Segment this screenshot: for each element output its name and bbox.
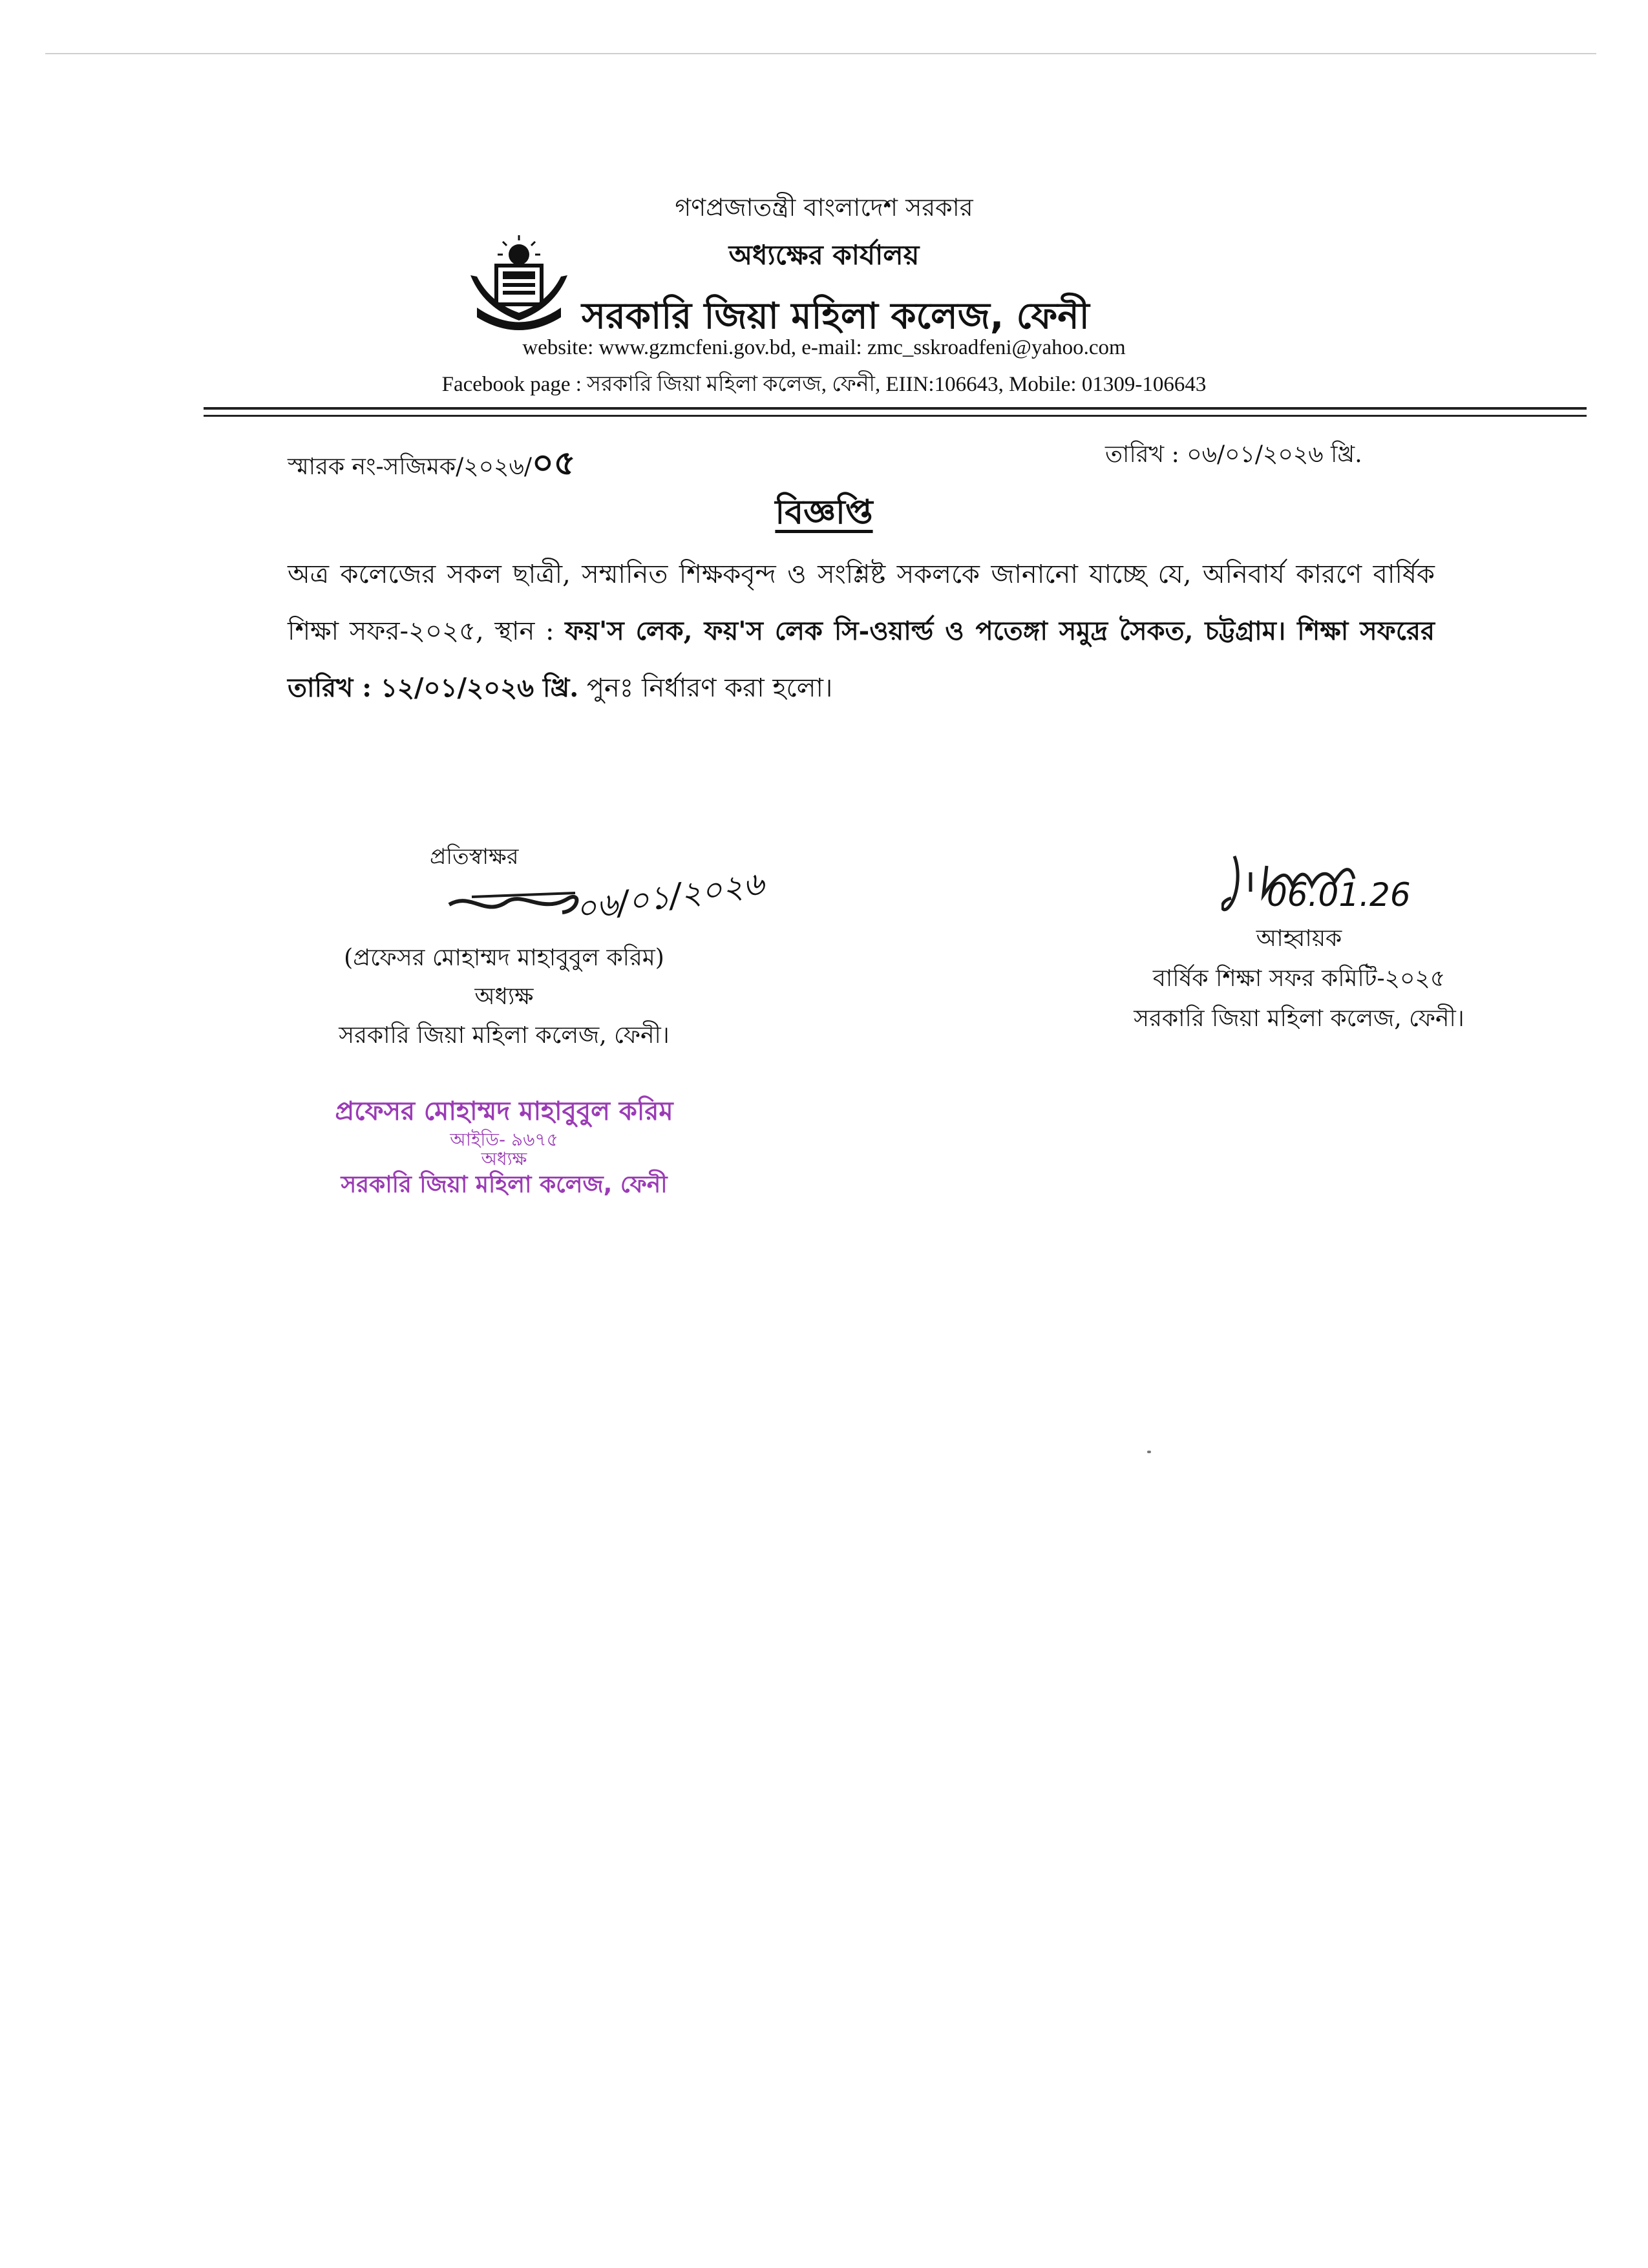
body-text-intro: অত্র কলেজের সকল ছাত্রী, সম্মানিত শিক্ষকবৃন্দ ও সংশ্লিষ্ট সকলকে জানানো যাচ্ছে যে, অনিবার্য কারণে বার্ষিক শিক্ষা সফর-২০২৫, স্থান : xyxy=(288,560,1435,646)
seal-stamp-id: আইডি- ৯৬৭৫ xyxy=(450,1129,558,1150)
scan-speck xyxy=(1147,1451,1151,1453)
notice-body xyxy=(288,546,1435,717)
principal-designation: অধ্যক্ষ xyxy=(474,983,534,1010)
tour-committee-name: বার্ষিক শিক্ষা সফর কমিটি-২০২৫ xyxy=(1152,965,1446,992)
seal-stamp-name: প্রফেসর মোহাম্মদ মাহাবুবুল করিম xyxy=(335,1097,673,1126)
contact-website-email: website: www.gzmcfeni.gov.bd, e-mail: zmc_sskroadfeni@yahoo.com xyxy=(522,336,1126,359)
memo-prefix: স্মারক নং-সজিমক/২০২৬/ xyxy=(288,454,532,480)
body-text-place-and-date: ফয়'স লেক, ফয়'স লেক সি-ওয়ার্ল্ড ও পতেঙ্গা সমুদ্র সৈকত, চট্টগ্রাম। শিক্ষা সফরের তারিখ : ১২/০১/২০২৬ খ্রি. xyxy=(288,616,1435,703)
convener-signature-date: 06.01.26 xyxy=(1267,876,1411,914)
principal-signature-date: ০৬/০১/২০২৬ xyxy=(573,864,766,929)
memo-number xyxy=(288,437,576,493)
contact-facebook-eiin-mobile: Facebook page : সরকারি জিয়া মহিলা কলেজ, ফেনী, EIIN:106643, Mobile: 01309-106643 xyxy=(441,373,1207,396)
government-name: গণপ্রজাতন্ত্রী বাংলাদেশ সরকার xyxy=(675,193,973,222)
countersign-label: প্রতিস্বাক্ষর xyxy=(430,844,519,870)
principal-name: (প্রফেসর মোহাম্মদ মাহাবুবুল করিম) xyxy=(344,945,664,971)
seal-stamp-college: সরকারি জিয়া মহিলা কলেজ, ফেনী xyxy=(341,1171,668,1198)
office-title: অধ্যক্ষের কার্যালয় xyxy=(728,239,920,271)
notice-title: বিজ্ঞপ্তি xyxy=(775,492,873,532)
body-text-closing: পুনঃ নির্ধারণ করা হলো। xyxy=(578,673,833,703)
page-top-rule xyxy=(45,53,1596,54)
principal-college: সরকারি জিয়া মহিলা কলেজ, ফেনী। xyxy=(339,1022,670,1049)
header-divider-bottom xyxy=(204,415,1587,417)
seal-stamp-role: অধ্যক্ষ xyxy=(481,1148,527,1170)
header-divider-top xyxy=(204,407,1587,410)
memo-handwritten-number: ০৫ xyxy=(532,444,576,483)
notice-date: তারিখ : ০৬/০১/২০২৬ খ্রি. xyxy=(1105,441,1362,468)
convener-designation: আহ্বায়ক xyxy=(1256,925,1342,952)
college-name: সরকারি জিয়া মহিলা কলেজ, ফেনী xyxy=(582,295,1090,337)
convener-college: সরকারি জিয়া মহিলা কলেজ, ফেনী। xyxy=(1134,1005,1464,1032)
